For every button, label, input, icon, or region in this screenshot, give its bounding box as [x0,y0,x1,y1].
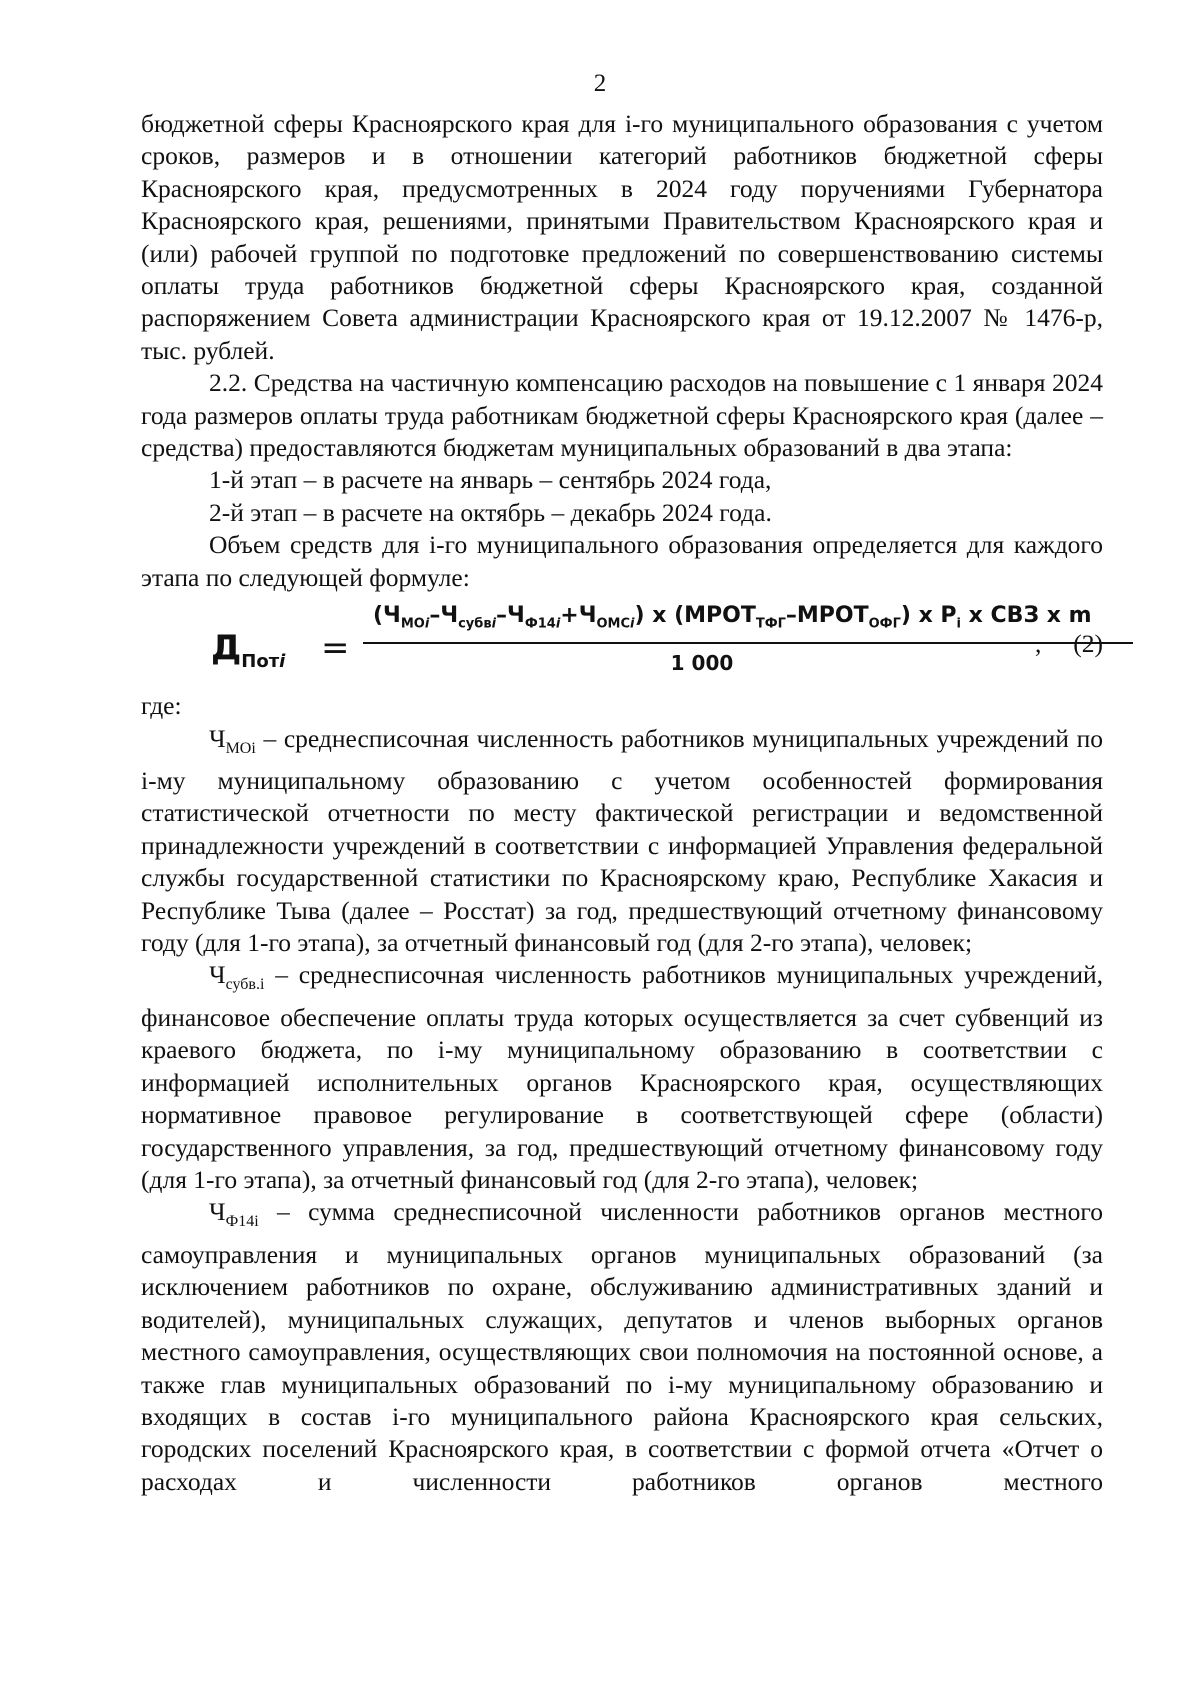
definition-ch-moi-text: – среднесписочная численность работников муниципальных учреждений по i-му муниципальному образованию с учетом особенностей формирования статистической отчетности по месту фактической регистрации и ведомственной принадлежности учреждений в соответствии с информацией Управления федеральной службы государственной статистики по Красноярскому краю, Республике Хакасия и Республике Тыва (далее – Росстат) за год, предшествующий отчетному финансовому году (для 1-го этапа), за отчетный финансовый год (для 2-го этапа), человек; [141,723,1103,958]
formula-minus-3: –МРОТ [785,603,869,629]
page-number: 2 [593,70,607,97]
formula-mrot-ofg-sub: ОФГ [868,616,901,632]
formula-mrot-open: ) x (МРОТ [634,603,756,629]
formula-lhs-symbol: Д [211,628,242,669]
definition-ch-subv [141,959,1103,1196]
formula-tail-1: ) x P [900,603,957,629]
symbol-ch-subv-sub: субв.i [225,976,265,994]
formula-t4-sub-index: i [630,616,635,632]
formula-fraction [363,598,1151,682]
formula-t2-sub-text: субв [458,616,492,632]
formula-number-label: (2) [1073,629,1103,659]
formula-t3-sub-text: Ф14 [524,616,556,632]
formula-t4-sub-text: OMC [596,616,631,632]
formula-p-sub: i [956,616,962,632]
definition-ch-f14-text: – сумма среднесписочной численности работников органов местного самоуправления и муниципальных органов муниципальных образований (за исключением работников по охране, обслуживанию административных зданий и водителей), муниципальных служащих, депутатов и членов выборных органов местного самоуправления, осуществляющих свои полномочия на постоянной основе, а также глав муниципальных образований по i-му муниципальному образованию и входящих в состав i-го муниципального района Красноярского края сельских, городских поселений Красноярского края, в соответствии с формой отчета «Отчет о расходах и численности работников органов местного [141,1197,1103,1496]
symbol-ch-subv [209,960,265,994]
formula-numerator [363,598,1151,642]
formula-lhs-sub-text: Пот [241,650,280,672]
symbol-ch-f14-letter: Ч [209,1197,226,1227]
formula-minus-1: –Ч [429,603,459,629]
paragraph-2-2: 2.2. Средства на частичную компенсацию расходов на повышение с 1 января 2024 года размеров оплаты труда работникам бюджетной сферы Красноярского края (далее – средства) предоставляются бюджетам муниципальных образований в два этапа: [141,368,1103,463]
formula-t2-sub-index: i [491,616,497,632]
stage-1-item: 1-й этап – в расчете на январь – сентябрь 2024 года, [209,465,772,495]
formula-tail-2: x СВЗ x m [961,603,1092,629]
formula-t2-sub [458,616,496,631]
symbol-ch-subv-letter: Ч [209,960,226,990]
symbol-ch-moi-sub: MOi [225,739,256,757]
formula-number [1035,628,1103,660]
formula-lhs [211,628,285,682]
formula-t3-sub-index: i [555,616,561,632]
where-label: где: [141,691,182,721]
formula-intro-paragraph: Объем средств для i-го муниципального образования определяется для каждого этапа по следующей формуле: [141,530,1103,592]
formula-lhs-subscript [241,651,285,672]
definition-ch-subv-text: – среднесписочная численность работников муниципальных учреждений, финансовое обеспечение оплаты труда которых осуществляется за счет субвенций из краевого бюджета, по i-му муниципальному образованию в соответствии с информацией исполнительных органов Красноярского края, осуществляющих нормативное правовое регулирование в соответствующей сфере (области) государственного управления, за год, предшествующий отчетному финансовому году (для 1-го этапа), за отчетный финансовый год (для 2-го этапа), человек; [141,960,1103,1194]
formula-num-open: (Ч [373,603,401,629]
formula-comma: , [1035,629,1042,659]
definition-ch-f14 [141,1196,1103,1498]
stage-2-item: 2-й этап – в расчете на октябрь – декабрь 2024 года. [209,497,772,527]
formula-plus: +Ч [560,603,597,629]
formula-t4-sub [597,616,635,631]
formula-equals: = [321,628,350,669]
symbol-ch-f14-sub: Ф14i [225,1213,259,1231]
formula-mrot-tfg-sub: ТФГ [755,616,786,632]
formula-minus-2: –Ч [496,603,525,629]
document-body [141,108,1103,1498]
formula-2 [141,598,1103,690]
formula-t3-sub [525,616,560,631]
formula-lhs-sub-index: i [279,650,286,672]
symbol-ch-moi [209,723,256,757]
formula-t1-sub-index: i [424,616,430,632]
formula-denominator: 1 000 [670,651,734,676]
definition-ch-moi [141,723,1103,960]
formula-t1-sub [401,616,429,631]
symbol-ch-moi-letter: Ч [209,723,226,753]
symbol-ch-f14 [209,1197,259,1231]
paragraph-continuation: бюджетной сферы Красноярского края для i-го муниципального образования с учетом сроков, размеров и в отношении категорий работников бюджетной сферы Красноярского края, предусмотренных в 2024 году поручениями Губернатора Красноярского края, решениями, принятыми Правительством Красноярского края и (или) рабочей группой по подготовке предложений по совершенствованию системы оплаты труда работников бюджетной сферы Красноярского края, созданной распоряжением Совета администрации Красноярского края от 19.12.2007 № 1476-р, тыс. рублей. [141,109,1103,365]
formula-t1-sub-text: MO [400,616,425,632]
